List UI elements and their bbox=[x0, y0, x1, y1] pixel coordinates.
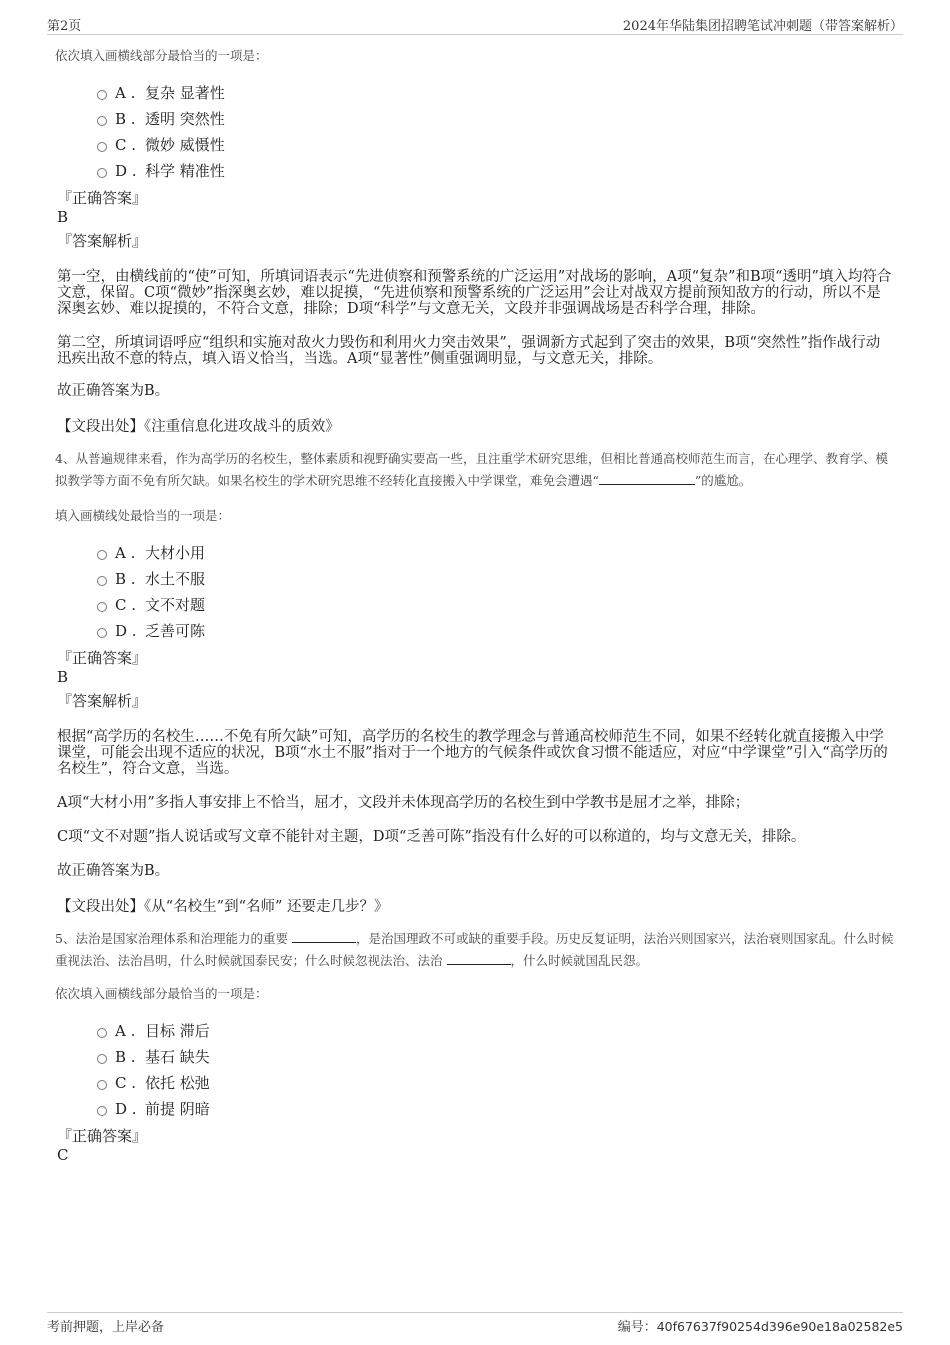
q4-prompt: 填入画横线处最恰当的一项是： bbox=[55, 508, 231, 523]
answer-blank bbox=[599, 472, 695, 485]
q5-answer: C bbox=[57, 1146, 69, 1164]
q3-analysis-label: 『答案解析』 bbox=[57, 232, 148, 250]
q4-options bbox=[97, 540, 895, 644]
q3-option-c[interactable]: C . 微妙 威慑性 bbox=[97, 132, 895, 158]
q3-options bbox=[97, 80, 895, 184]
q4-analysis-1: 根据“高学历的名校生……不免有所欠缺”可知，高学历的名校生的教学理念与普通高校师范生不同，如果不经转化就直接搬入中学课堂，可能会出现不适应的状况，B项“水土不服”指对于一个地方的气候条件或饮食习惯不能适应，对应“中学课堂”引入“高学历的名校生”，符合文意，当选。 bbox=[57, 729, 888, 777]
radio-icon[interactable] bbox=[97, 90, 107, 100]
q4-source: 【文段出处】《从“名校生”到“名师” 还要走几步？》 bbox=[57, 899, 389, 915]
q4-analysis-2: A项“大材小用”多指人事安排上不恰当，屈才，文段并未体现高学历的名校生到中学教书是屈才之举，排除； bbox=[57, 795, 750, 811]
page-number: 第2页 bbox=[47, 19, 82, 34]
q4-answer-label: 『正确答案』 bbox=[57, 649, 148, 667]
q5-answer-label: 『正确答案』 bbox=[57, 1127, 148, 1145]
page-header bbox=[47, 14, 903, 35]
radio-icon[interactable] bbox=[97, 168, 107, 178]
q4-option-a[interactable]: A . 大材小用 bbox=[97, 540, 895, 566]
q5-option-a[interactable]: A . 目标 滞后 bbox=[97, 1018, 895, 1044]
q4-answer: B bbox=[57, 668, 69, 686]
q3-option-d[interactable]: D . 科学 精准性 bbox=[97, 158, 895, 184]
radio-icon[interactable] bbox=[97, 576, 107, 586]
radio-icon[interactable] bbox=[97, 116, 107, 126]
q5-option-c[interactable]: C . 依托 松弛 bbox=[97, 1070, 895, 1096]
radio-icon[interactable] bbox=[97, 628, 107, 638]
q3-answer-label: 『正确答案』 bbox=[57, 189, 148, 207]
radio-icon[interactable] bbox=[97, 550, 107, 560]
footer-slogan: 考前押题，上岸必备 bbox=[47, 1320, 165, 1335]
radio-icon[interactable] bbox=[97, 602, 107, 612]
q5-options bbox=[97, 1018, 895, 1122]
q5-option-b[interactable]: B . 基石 缺失 bbox=[97, 1044, 895, 1070]
document-code: 编号：40f67637f90254d396e90e18a02582e5 bbox=[617, 1319, 903, 1335]
q4-question: 4、从普遍规律来看，作为高学历的名校生，整体素质和视野确实要高一些，且注重学术研究思维，但相比普通高校师范生而言，在心理学、教育学、模拟教学等方面不免有所欠缺。如果名校生的学术研究思维不经转化直接搬入中学课堂，难免会遭遇“ ”的尴尬。 bbox=[55, 451, 888, 488]
q5-prompt: 依次填入画横线部分最恰当的一项是： bbox=[55, 986, 268, 1001]
radio-icon[interactable] bbox=[97, 1028, 107, 1038]
q3-analysis-3: 故正确答案为B。 bbox=[57, 383, 170, 399]
q3-source: 【文段出处】《注重信息化进攻战斗的质效》 bbox=[57, 419, 340, 435]
q3-option-a[interactable]: A . 复杂 显著性 bbox=[97, 80, 895, 106]
radio-icon[interactable] bbox=[97, 1054, 107, 1064]
q5-option-d[interactable]: D . 前提 阴暗 bbox=[97, 1096, 895, 1122]
q3-option-b[interactable]: B . 透明 突然性 bbox=[97, 106, 895, 132]
radio-icon[interactable] bbox=[97, 1080, 107, 1090]
q4-option-c[interactable]: C . 文不对题 bbox=[97, 592, 895, 618]
q3-prompt: 依次填入画横线部分最恰当的一项是： bbox=[55, 48, 268, 63]
page-footer bbox=[47, 1312, 903, 1335]
answer-blank bbox=[292, 930, 356, 943]
q3-analysis-2: 第二空，所填词语呼应“组织和实施对敌火力毁伤和利用火力突击效果”，强调新方式起到了突击的效果，B项“突然性”指作战行动迅疾出敌不意的特点，填入语义恰当，当选。A项“显著性”侧重强调明显，与文意无关，排除。 bbox=[57, 335, 881, 367]
q4-analysis-3: C项“文不对题”指人说话或写文章不能针对主题，D项“乏善可陈”指没有什么好的可以称道的，均与文意无关，排除。 bbox=[57, 829, 806, 845]
radio-icon[interactable] bbox=[97, 142, 107, 152]
q5-question: 5、法治是国家治理体系和治理能力的重要 ，是治国理政不可或缺的重要手段。历史反复证明，法治兴则国家兴，法治衰则国家乱。什么时候重视法治、法治昌明，什么时候就国泰民安；什么时候忽视法治、法治 ，什么时候就国乱民怨。 bbox=[55, 931, 894, 968]
answer-blank bbox=[447, 952, 511, 965]
q4-analysis-label: 『答案解析』 bbox=[57, 692, 148, 710]
q3-answer: B bbox=[57, 208, 69, 226]
document-code-value: 40f67637f90254d396e90e18a02582e5 bbox=[656, 1319, 903, 1334]
page-content bbox=[55, 40, 895, 1165]
document-title: 2024年华陆集团招聘笔试冲刺题（带答案解析） bbox=[622, 19, 903, 34]
q4-option-b[interactable]: B . 水土不服 bbox=[97, 566, 895, 592]
q3-analysis-1: 第一空，由横线前的“使”可知，所填词语表示“先进侦察和预警系统的广泛运用”对战场的影响，A项“复杂”和B项“透明”填入均符合文意，保留。C项“微妙”指深奥玄妙，难以捉摸，“先进侦察和预警系统的广泛运用”会让对战双方提前预知敌方的行动，所以不是深奥玄妙、难以捉摸的，不符合文意，排除；D项“科学”与文意无关，文段并非强调战场是否科学合理，排除。 bbox=[57, 269, 892, 317]
q4-option-d[interactable]: D . 乏善可陈 bbox=[97, 618, 895, 644]
radio-icon[interactable] bbox=[97, 1106, 107, 1116]
q4-analysis-4: 故正确答案为B。 bbox=[57, 863, 170, 879]
